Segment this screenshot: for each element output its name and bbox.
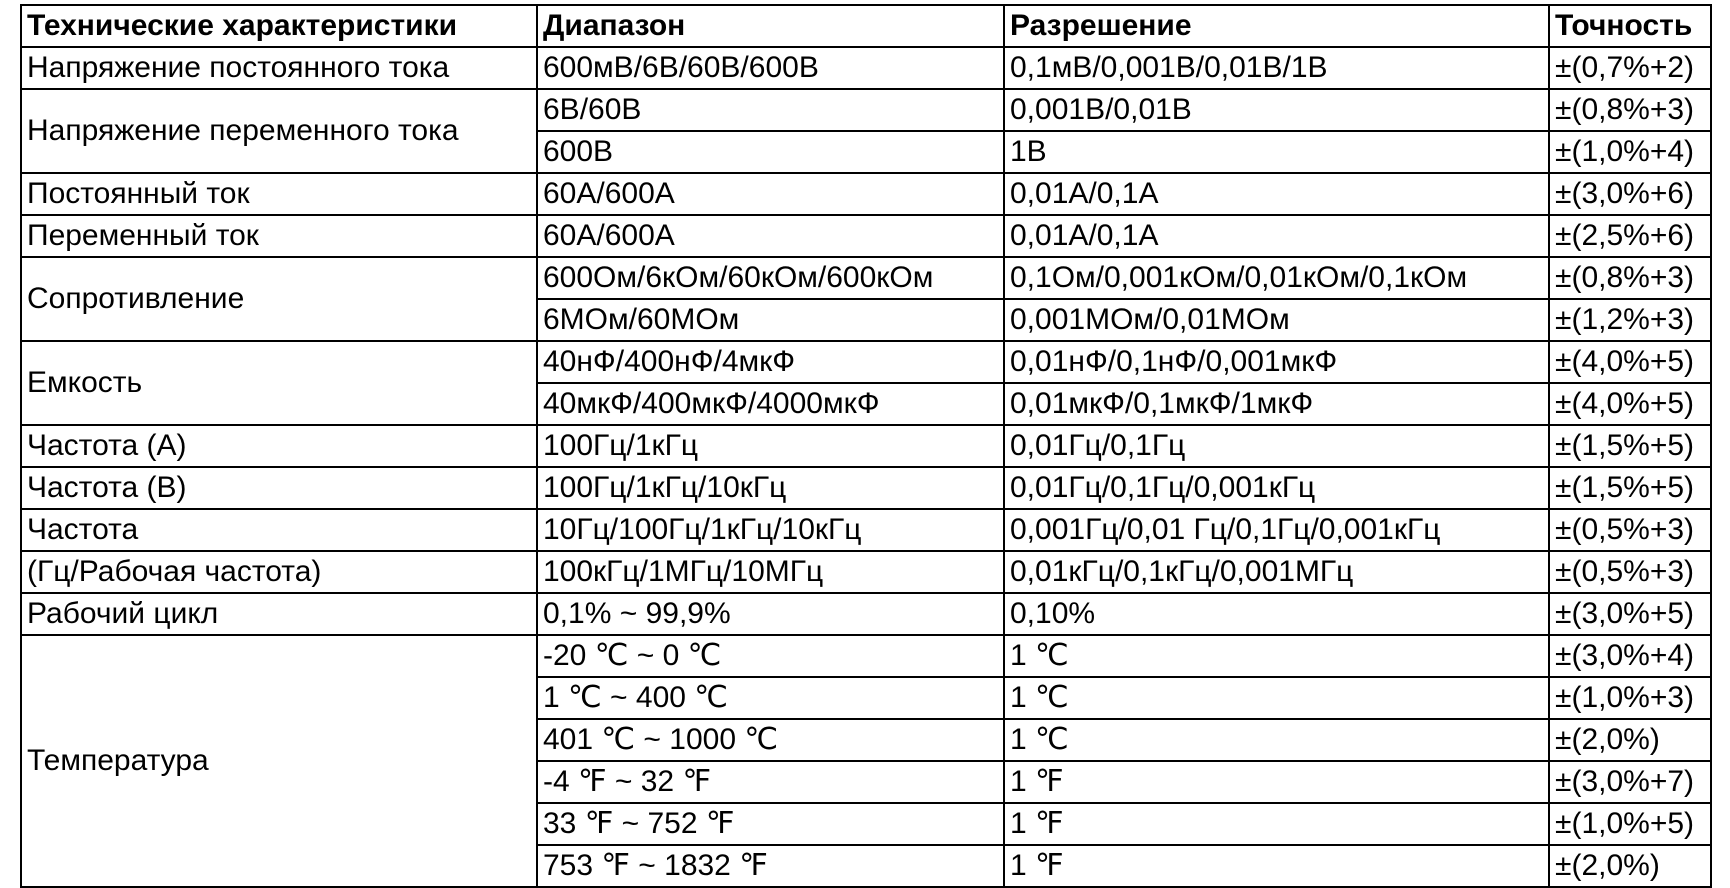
resolution-cell: 1 ℉ — [1004, 803, 1549, 845]
range-cell: 600Ом/6кОм/60кОм/600кОм — [537, 257, 1004, 299]
feature-cell: Сопротивление — [21, 257, 537, 341]
accuracy-cell: ±(3,0%+4) — [1549, 635, 1711, 677]
resolution-cell: 0,01нФ/0,1нФ/0,001мкФ — [1004, 341, 1549, 383]
table-row — [21, 341, 1711, 383]
feature-cell: (Гц/Рабочая частота) — [21, 551, 537, 593]
range-cell: 6В/60В — [537, 89, 1004, 131]
resolution-cell: 0,01А/0,1А — [1004, 173, 1549, 215]
accuracy-cell: ±(2,5%+6) — [1549, 215, 1711, 257]
accuracy-cell: ±(0,7%+2) — [1549, 47, 1711, 89]
resolution-cell: 0,01Гц/0,1Гц — [1004, 425, 1549, 467]
range-cell: 0,1% ~ 99,9% — [537, 593, 1004, 635]
resolution-cell: 1 ℉ — [1004, 845, 1549, 887]
header-feature: Технические характеристики — [21, 5, 537, 47]
accuracy-cell: ±(2,0%) — [1549, 845, 1711, 887]
table-row — [21, 257, 1711, 299]
range-cell: 6МОм/60МОм — [537, 299, 1004, 341]
accuracy-cell: ±(1,2%+3) — [1549, 299, 1711, 341]
feature-cell: Температура — [21, 635, 537, 887]
table-row — [21, 425, 1711, 467]
range-cell: 60А/600А — [537, 215, 1004, 257]
resolution-cell: 0,001В/0,01В — [1004, 89, 1549, 131]
range-cell: 100кГц/1МГц/10МГц — [537, 551, 1004, 593]
accuracy-cell: ±(0,5%+3) — [1549, 551, 1711, 593]
range-cell: 40мкФ/400мкФ/4000мкФ — [537, 383, 1004, 425]
feature-cell: Постоянный ток — [21, 173, 537, 215]
header-range: Диапазон — [537, 5, 1004, 47]
accuracy-cell: ±(1,0%+4) — [1549, 131, 1711, 173]
resolution-cell: 1 ℃ — [1004, 635, 1549, 677]
resolution-cell: 0,001Гц/0,01 Гц/0,1Гц/0,001кГц — [1004, 509, 1549, 551]
resolution-cell: 1 ℉ — [1004, 761, 1549, 803]
table-row — [21, 551, 1711, 593]
resolution-cell: 0,01мкФ/0,1мкФ/1мкФ — [1004, 383, 1549, 425]
accuracy-cell: ±(2,0%) — [1549, 719, 1711, 761]
resolution-cell: 0,1мВ/0,001В/0,01В/1В — [1004, 47, 1549, 89]
feature-cell: Емкость — [21, 341, 537, 425]
table-row — [21, 89, 1711, 131]
table-row — [21, 47, 1711, 89]
resolution-cell: 1В — [1004, 131, 1549, 173]
range-cell: -4 ℉ ~ 32 ℉ — [537, 761, 1004, 803]
feature-cell: Напряжение постоянного тока — [21, 47, 537, 89]
range-cell: 40нФ/400нФ/4мкФ — [537, 341, 1004, 383]
resolution-cell: 0,01кГц/0,1кГц/0,001МГц — [1004, 551, 1549, 593]
range-cell: 100Гц/1кГц — [537, 425, 1004, 467]
feature-cell: Частота (А) — [21, 425, 537, 467]
range-cell: 600В — [537, 131, 1004, 173]
header-resolution: Разрешение — [1004, 5, 1549, 47]
feature-cell: Напряжение переменного тока — [21, 89, 537, 173]
accuracy-cell: ±(1,5%+5) — [1549, 467, 1711, 509]
range-cell: 33 ℉ ~ 752 ℉ — [537, 803, 1004, 845]
range-cell: 753 ℉ ~ 1832 ℉ — [537, 845, 1004, 887]
accuracy-cell: ±(3,0%+7) — [1549, 761, 1711, 803]
table-row — [21, 593, 1711, 635]
accuracy-cell: ±(0,5%+3) — [1549, 509, 1711, 551]
range-cell: 10Гц/100Гц/1кГц/10кГц — [537, 509, 1004, 551]
range-cell: 600мВ/6В/60В/600В — [537, 47, 1004, 89]
accuracy-cell: ±(0,8%+3) — [1549, 89, 1711, 131]
resolution-cell: 0,10% — [1004, 593, 1549, 635]
table-row — [21, 173, 1711, 215]
resolution-cell: 0,001МОм/0,01МОм — [1004, 299, 1549, 341]
range-cell: -20 ℃ ~ 0 ℃ — [537, 635, 1004, 677]
range-cell: 100Гц/1кГц/10кГц — [537, 467, 1004, 509]
range-cell: 60А/600А — [537, 173, 1004, 215]
feature-cell: Переменный ток — [21, 215, 537, 257]
accuracy-cell: ±(0,8%+3) — [1549, 257, 1711, 299]
feature-cell: Рабочий цикл — [21, 593, 537, 635]
header-accuracy: Точность — [1549, 5, 1711, 47]
accuracy-cell: ±(4,0%+5) — [1549, 341, 1711, 383]
accuracy-cell: ±(1,0%+5) — [1549, 803, 1711, 845]
table-row — [21, 635, 1711, 677]
table-row — [21, 467, 1711, 509]
accuracy-cell: ±(1,0%+3) — [1549, 677, 1711, 719]
resolution-cell: 1 ℃ — [1004, 677, 1549, 719]
table-row — [21, 215, 1711, 257]
accuracy-cell: ±(1,5%+5) — [1549, 425, 1711, 467]
resolution-cell: 1 ℃ — [1004, 719, 1549, 761]
feature-cell: Частота — [21, 509, 537, 551]
resolution-cell: 0,01Гц/0,1Гц/0,001кГц — [1004, 467, 1549, 509]
accuracy-cell: ±(3,0%+5) — [1549, 593, 1711, 635]
feature-cell: Частота (В) — [21, 467, 537, 509]
range-cell: 1 ℃ ~ 400 ℃ — [537, 677, 1004, 719]
resolution-cell: 0,1Ом/0,001кОм/0,01кОм/0,1кОм — [1004, 257, 1549, 299]
range-cell: 401 ℃ ~ 1000 ℃ — [537, 719, 1004, 761]
table-row — [21, 509, 1711, 551]
resolution-cell: 0,01А/0,1А — [1004, 215, 1549, 257]
table-header-row — [21, 5, 1711, 47]
specifications-table — [20, 4, 1712, 888]
accuracy-cell: ±(3,0%+6) — [1549, 173, 1711, 215]
accuracy-cell: ±(4,0%+5) — [1549, 383, 1711, 425]
